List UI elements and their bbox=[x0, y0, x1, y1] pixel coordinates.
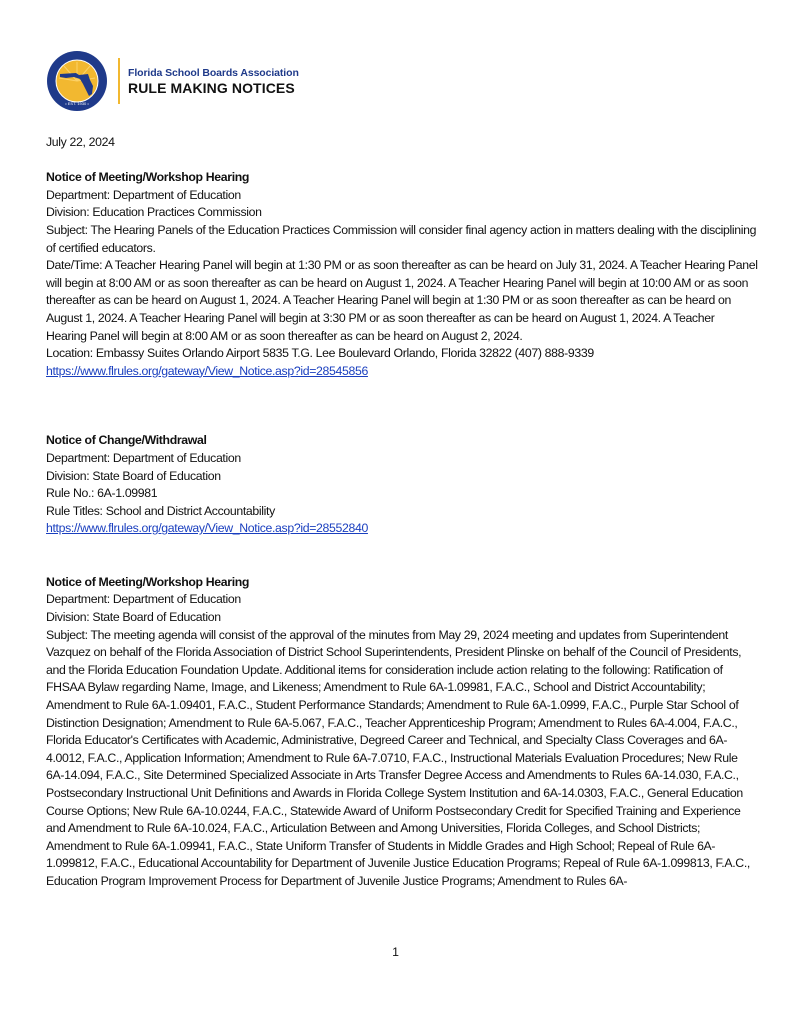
notice-subject: Subject: The meeting agenda will consist of the approval of the minutes from May 29, 2024 meeting and updates from Superintendent Vazquez on behalf of the Florida Association of District School Superintendents, President Plinske on behalf of the Council of Presidents, and the Florida Education Foundation Update. Additional items for consideration include action relating to the following: Ratification of FHSAA Bylaw regarding Name, Image, and Likeness; Amendment to Rule 6A-1.09981, F.A.C., School and District Accountability; Amendment to Rule 6A-1.09401, F.A.C., Student Performance Standards; Amendment to Rule 6A-1.0999, F.A.C., Purple Star School of Distinction Designation; Amendment to Rule 6A-5.067, F.A.C., Teacher Apprenticeship Program; Amendment to Rules 6A-4.004, F.A.C., Florida Educator's Certificates with Academic, Administrative, Degreed Career and Technical, and Specialty Class Coverages and 6A-4.0012, F.A.C., Application Information; Amendment to Rule 6A-7.0710, F.A.C., Instructional Materials Evaluation Procedures; New Rule 6A-14.094, F.A.C., Site Determined Specialized Associate in Arts Transfer Degree Access and Amendments to Rules 6A-14.030, F.A.C., Postsecondary Instructional Unit Definitions and Awards in Florida College System Institution and 6A-14.0303, F.A.C., General Education Course Options; New Rule 6A-10.0244, F.A.C., Statewide Award of Uniform Postsecondary Credit for Specified Training and Experience and Amendment to Rule 6A-10.024, F.A.C., Articulation Between and Among Universities, Florida Colleges, and School Districts; Amendment to Rule 6A-1.09941, F.A.C., State Uniform Transfer of Students in Middle Grades and High School; Repeal of Rule 6A-1.099812, F.A.C., Educational Accountability for Department of Juvenile Justice Education Programs; Repeal of Rule 6A-1.099813, F.A.C., Education Program Improvement Process for Department of Juvenile Justice Programs; Amendment to Rules 6A- bbox=[46, 627, 750, 888]
document-body bbox=[46, 134, 758, 891]
notice-department: Department: Department of Education bbox=[46, 592, 241, 607]
notice-rule-titles: Rule Titles: School and District Accountability bbox=[46, 503, 275, 518]
svg-text:• EST. 1930 •: • EST. 1930 • bbox=[65, 101, 89, 106]
notice-title: Notice of Change/Withdrawal bbox=[46, 433, 207, 448]
organization-name: Florida School Boards Association bbox=[128, 66, 299, 79]
notice-subject: Subject: The Hearing Panels of the Education Practices Commission will consider final agency action in matters dealing with the disciplining of certified educators. bbox=[46, 222, 757, 255]
notice-title: Notice of Meeting/Workshop Hearing bbox=[46, 574, 250, 589]
notice-2 bbox=[46, 432, 758, 538]
notice-division: Division: State Board of Education bbox=[46, 610, 221, 625]
notice-3 bbox=[46, 574, 758, 891]
notice-1 bbox=[46, 169, 758, 380]
notice-department: Department: Department of Education bbox=[46, 450, 241, 465]
fsba-seal-icon bbox=[46, 50, 108, 112]
notice-division: Division: Education Practices Commission bbox=[46, 205, 262, 220]
notice-link[interactable]: https://www.flrules.org/gateway/View_Notice.asp?id=28552840 bbox=[46, 521, 368, 536]
notice-division: Division: State Board of Education bbox=[46, 468, 221, 483]
document-date: July 22, 2024 bbox=[46, 135, 115, 149]
notice-link[interactable]: https://www.flrules.org/gateway/View_Notice.asp?id=28545856 bbox=[46, 363, 368, 378]
header-title: RULE MAKING NOTICES bbox=[128, 79, 295, 96]
header-divider bbox=[118, 58, 120, 104]
notice-title: Notice of Meeting/Workshop Hearing bbox=[46, 170, 250, 185]
notice-location: Location: Embassy Suites Orlando Airport 5835 T.G. Lee Boulevard Orlando, Florida 32822 (407) 888-9339 bbox=[46, 346, 594, 361]
notice-rule-number: Rule No.: 6A-1.09981 bbox=[46, 486, 158, 501]
notice-datetime: Date/Time: A Teacher Hearing Panel will begin at 1:30 PM or as soon thereafter as can be heard on July 31, 2024. A Teacher Hearing Panel will begin at 8:00 AM or as soon thereafter as can be heard on August 1, 2024. A Teacher Hearing Panel will begin at 10:00 AM or as soon thereafter as can be heard on August 1, 2024. A Teacher Hearing Panel will begin at 1:30 PM or as soon thereafter as can be heard on August 1, 2024. A Teacher Hearing Panel will begin at 3:30 PM or as soon thereafter as can be heard on August 1, 2024. A Teacher Hearing Panel will begin at 8:00 AM or as soon thereafter as can be heard on August 2, 2024. bbox=[46, 258, 758, 343]
notice-department: Department: Department of Education bbox=[46, 187, 241, 202]
document-header bbox=[46, 50, 299, 112]
page-number: 1 bbox=[392, 945, 399, 959]
